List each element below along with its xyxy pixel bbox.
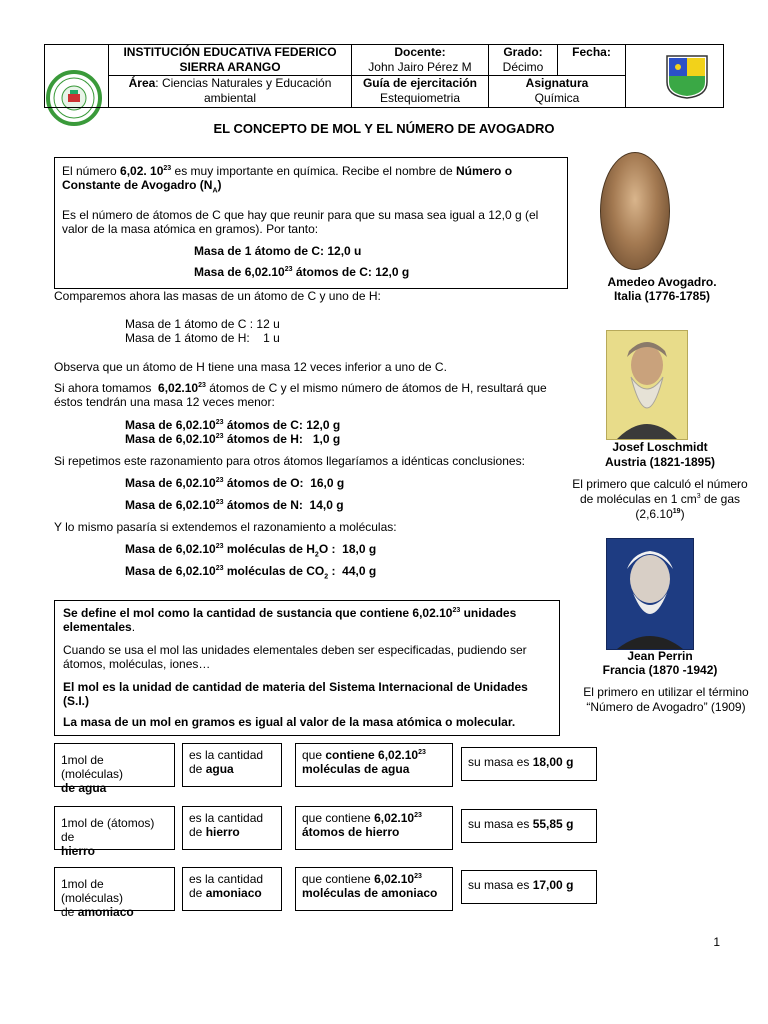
avogadro-origin: Italia (1776-1785): [613, 289, 711, 303]
docente-cell: [352, 45, 489, 76]
perrin-note: El primero en utilizar el término “Número de Avogadro” (1909): [583, 685, 749, 714]
institution-name: INSTITUCIÓN EDUCATIVA FEDERICO SIERRA ARANGO: [109, 45, 352, 76]
intro-paragraph-1: El número 6,02. $10^{23}$ es muy importante en química. Recibe el nombre de Número o Constante de Avogadro $(N_A)$: [62, 164, 513, 195]
fecha-label: Fecha:: [572, 45, 611, 59]
compare-h: Masa de 1 átomo de H: 1 u: [125, 331, 280, 345]
docente-label: Docente:: [394, 45, 446, 59]
header-table: [44, 44, 724, 108]
grado-cell: [489, 45, 558, 76]
mass-co2-line: Masa de 6,02.10$^{23}$ moléculas de $CO_2$ : 44,0 g: [125, 564, 377, 581]
row-ammonia-col2: es la cantidad de amoniaco: [182, 867, 282, 911]
row-ammonia-col4: su masa es 17,00 g: [461, 870, 597, 904]
asignatura-value: Química: [534, 91, 580, 105]
mass-n-line: Masa de 6,02.10$^{23}$ átomos de N: 14,0 g: [125, 498, 344, 512]
mass-o-line: Masa de 6,02.10$^{23}$ átomos de O: 16,0 g: [125, 476, 345, 490]
compare-text: Comparemos ahora las masas de un átomo de C y uno de H:: [54, 289, 381, 303]
asignatura-label: Asignatura: [525, 76, 589, 90]
loschmidt-portrait: [606, 330, 688, 440]
loschmidt-origin: Austria (1821-1895): [604, 455, 716, 469]
mass-avogadro-c: Masa de 6,02.10$^{23}$ átomos de C: 12,0 g: [194, 265, 410, 279]
area-cell: [109, 76, 352, 108]
asignatura-cell: [489, 76, 626, 108]
definition-1: Se define el mol como la cantidad de sustancia que contiene 6,02.10$^{23}$ unidades elementales.: [63, 606, 517, 634]
page-number: 1: [713, 935, 720, 949]
mass-h-line: Masa de 6,02.10$^{23}$ átomos de H: 1,0 g: [125, 432, 341, 446]
row-ammonia-col1: 1mol de (moléculas) de amoniaco: [54, 867, 175, 911]
row-water-col4: su masa es 18,00 g: [461, 747, 597, 781]
row-iron-col3: que contiene 6,02.10$^{23}$ átomos de hierro: [295, 806, 453, 850]
definition-4: La masa de un mol en gramos es igual al valor de la masa atómica o molecular.: [63, 715, 516, 729]
perrin-origin: Francia (1870 -1942): [602, 663, 718, 677]
seal-cell: [45, 45, 109, 108]
row-iron-col4: su masa es 55,85 g: [461, 809, 597, 843]
definition-2: Cuando se usa el mol las unidades elementales deben ser especificadas, pudiendo ser átomos, moléculas, iones…: [63, 643, 527, 671]
grado-label: Grado:: [503, 45, 543, 59]
avogadro-portrait: [600, 152, 670, 270]
row-ammonia-col3: que contiene 6,02.10$^{23}$ moléculas de amoniaco: [295, 867, 453, 911]
row-iron-col2: es la cantidad de hierro: [182, 806, 282, 850]
definition-3: El mol es la unidad de cantidad de materia del Sistema Internacional de Unidades (S.I.): [63, 680, 528, 708]
si-ahora-text: Si ahora tomamos 6,02.10$^{23}$ átomos de C y el mismo número de átomos de H, resultará que éstos tendrán una masa 12 veces menor:: [54, 381, 547, 409]
loschmidt-name: Josef Loschmidt: [612, 440, 708, 454]
guia-label: Guía de ejercitación: [362, 76, 478, 90]
perrin-name: Jean Perrin: [627, 649, 693, 663]
guia-cell: [352, 76, 489, 108]
flag-cell: [626, 45, 724, 108]
perrin-portrait: [606, 538, 694, 650]
row-water-col3: que contiene 6,02.10$^{23}$ moléculas de agua: [295, 743, 453, 787]
mass-c-line: Masa de 6,02.10$^{23}$ átomos de C: 12,0 g: [125, 418, 341, 432]
moleculas-text: Y lo mismo pasaría si extendemos el razonamiento a moléculas:: [54, 520, 397, 534]
row-iron-col1: 1mol de (átomos) de hierro: [54, 806, 175, 850]
docente-value: John Jairo Pérez M: [368, 60, 472, 74]
intro-paragraph-2: Es el número de átomos de C que hay que reunir para que su masa sea igual a 12,0 g (el valor de la masa atómica en gramos). Por tanto:: [62, 208, 539, 236]
grado-value: Décimo: [502, 60, 544, 74]
row-water-col2: es la cantidad de agua: [182, 743, 282, 787]
compare-c: Masa de 1 átomo de C : 12 u: [125, 317, 280, 331]
avogadro-name: Amedeo Avogadro.: [607, 275, 717, 289]
area-label: Área: [128, 76, 156, 90]
observa-text: Observa que un átomo de H tiene una masa 12 veces inferior a uno de C.: [54, 360, 447, 374]
loschmidt-note: El primero que calculó el número de moléculas en 1 $cm^3$ de gas (2,6.10$^{19}$): [572, 477, 748, 521]
area-value: : Ciencias Naturales y Educación ambiental: [155, 76, 332, 105]
mass-one-atom-c: Masa de 1 átomo de C: 12,0 u: [194, 244, 362, 258]
page-title: EL CONCEPTO DE MOL Y EL NÚMERO DE AVOGADRO: [213, 121, 555, 136]
repetimos-text: Si repetimos este razonamiento para otros átomos llegaríamos a idénticas conclusiones:: [54, 454, 525, 468]
guia-value: Estequiometria: [379, 91, 461, 105]
fecha-cell: [558, 45, 626, 76]
row-water-col1: 1mol de (moléculas) de agua: [54, 743, 175, 787]
mass-water-line: Masa de 6,02.10$^{23}$ moléculas de $H_2O$ : 18,0 g: [125, 542, 377, 559]
